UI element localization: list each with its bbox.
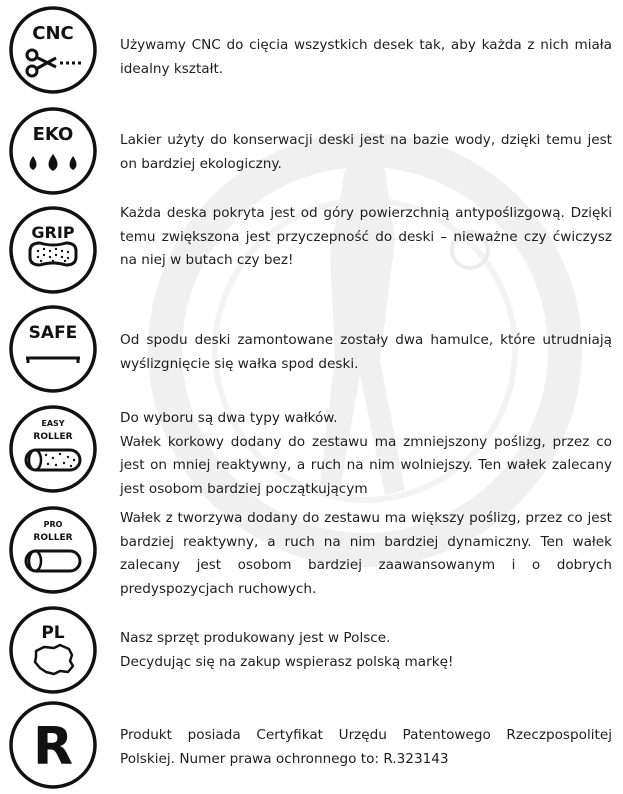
feature-pro-roller-line: Wałek z tworzywa dodany do zestawu ma większy poślizg, przez co jest bardziej reaktywny, a ruch na nim bardziej dynamiczny. Ten wałek zalecany jest osobom bardziej zaawansowanym i o dobrych predyspozycjach ruchowych. [120, 510, 612, 597]
feature-cnc-text [120, 34, 612, 81]
feature-eko-line: Lakier użyty do konserwacji deski jest na bazie wody, dzięki temu jest on bardziej ekologiczny. [120, 132, 612, 172]
registered-trademark-icon [8, 700, 98, 790]
registered-icon-label: R [32, 717, 74, 777]
feature-grip-line: Każda deska pokryta jest od góry powierzchnią antypoślizgową. Dzięki temu zwiększona jest przyczepność do deski – nieważne czy ćwiczysz na niej w butach czy bez! [120, 205, 612, 268]
feature-easy-roller-text [120, 407, 612, 501]
feature-pl-text [120, 627, 612, 674]
feature-grip-text [120, 202, 612, 273]
easy-roller-icon-label-top: EASY [41, 419, 65, 428]
pro-roller-icon-label-top: PRO [43, 520, 63, 529]
feature-easy-roller-line-2: Wałek korkowy dodany do zestawu ma zmniejszony poślizg, przez co jest on mniej reaktywny, a ruch na nim wolniejszy. Ten wałek zalecany jest osobom bardziej początkującym [120, 433, 612, 497]
feature-cnc-line: Używamy CNC do cięcia wszystkich desek tak, aby każda z nich miała idealny kształt. [120, 37, 612, 77]
easy-roller-icon [8, 404, 98, 494]
pro-roller-icon-label-bottom: ROLLER [33, 533, 73, 543]
pl-icon-label: PL [41, 623, 65, 643]
feature-pro-roller-text [120, 507, 612, 601]
grip-icon-label: GRIP [31, 223, 75, 242]
feature-easy-roller-line-1: Do wyboru są dwa typy wałków. [120, 410, 338, 426]
feature-registered-text [120, 724, 612, 771]
grip-pad-icon [8, 205, 98, 295]
feature-safe-text [120, 329, 612, 376]
eko-drops-icon [8, 106, 98, 196]
safe-icon-label: SAFE [28, 323, 78, 343]
feature-pl-line-2: Decydując się na zakup wspierasz polską markę! [120, 653, 454, 670]
feature-registered-line: Produkt posiada Certyfikat Urzędu Patentowego Rzeczpospolitej Polskiej. Numer prawa ochronnego to: R.323143 [120, 727, 612, 767]
pro-roller-icon [8, 505, 98, 595]
feature-pl-line-1: Nasz sprzęt produkowany jest w Polsce. [120, 630, 391, 646]
safe-stopper-icon [8, 304, 98, 394]
cnc-scissors-icon [8, 5, 98, 95]
easy-roller-icon-label-bottom: ROLLER [33, 432, 73, 442]
pl-poland-map-icon [8, 605, 98, 695]
feature-eko-text [120, 129, 612, 176]
cnc-icon-label: CNC [32, 23, 74, 44]
feature-safe-line: Od spodu deski zamontowane zostały dwa hamulce, które utrudniają wyślizgnięcie się wałka spod deski. [120, 332, 612, 372]
eko-icon-label: EKO [32, 124, 74, 145]
